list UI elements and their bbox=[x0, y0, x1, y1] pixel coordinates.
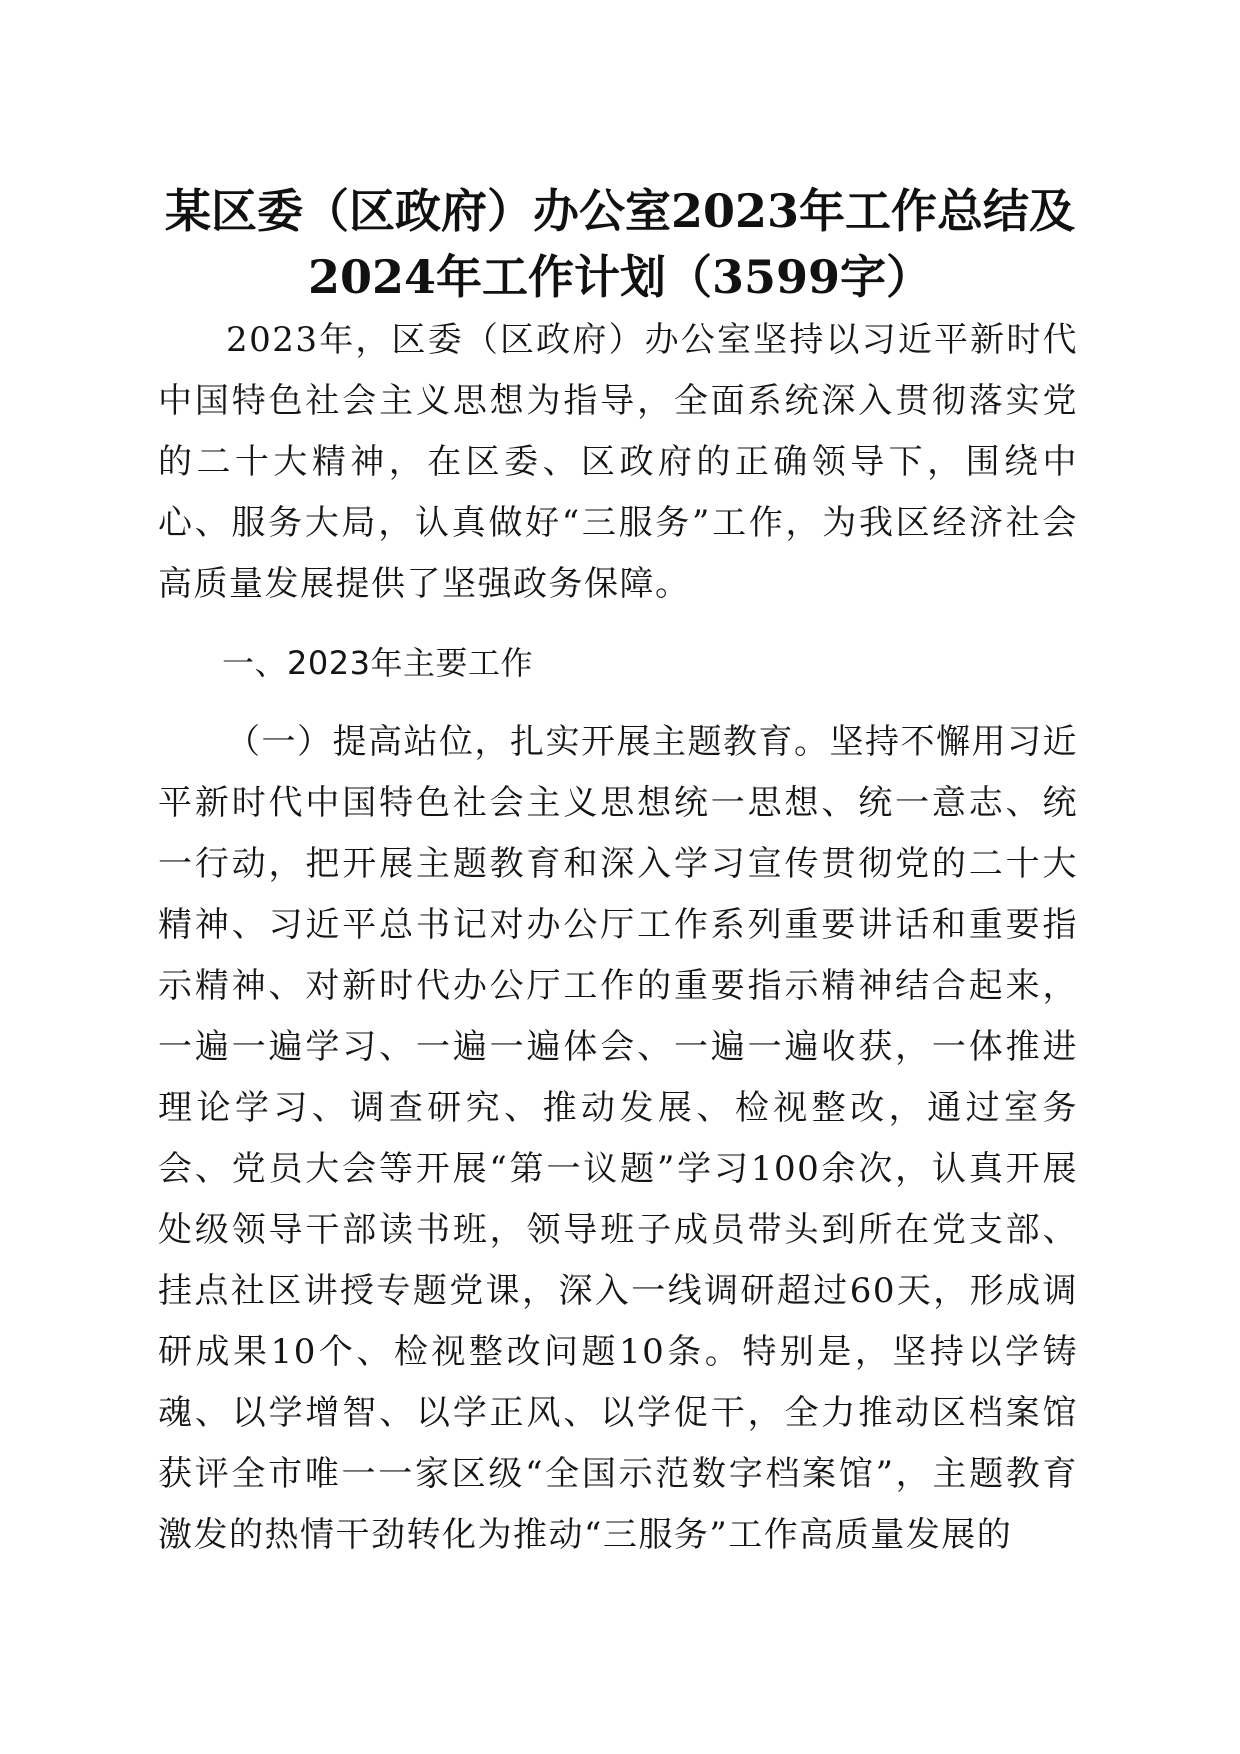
title-line-1: 某区委（区政府）办公室2023年工作总结及 bbox=[164, 184, 1076, 238]
document-body bbox=[158, 310, 1078, 1584]
document-title bbox=[120, 178, 1120, 310]
intro-paragraph: 2023年，区委（区政府）办公室坚持以习近平新时代中国特色社会主义思想为指导，全面系统深入贯彻落实党的二十大精神，在区委、区政府的正确领导下，围绕中心、服务大局，认真做好“三服务”工作，为我区经济社会高质量发展提供了坚强政务保障。 bbox=[158, 320, 1078, 604]
section1-paragraph-1: （一）提高站位，扎实开展主题教育。坚持不懈用习近平新时代中国特色社会主义思想统一思想、统一意志、统一行动，把开展主题教育和深入学习宣传贯彻党的二十大精神、习近平总书记对办公厅工作系列重要讲话和重要指示精神、对新时代办公厅工作的重要指示精神结合起来，一遍一遍学习、一遍一遍体会、一遍一遍收获，一体推进理论学习、调查研究、推动发展、检视整改，通过室务会、党员大会等开展“第一议题”学习100余次，认真开展处级领导干部读书班，领导班子成员带头到所在党支部、挂点社区讲授专题党课，深入一线调研超过60天，形成调研成果10个、检视整改问题10条。特别是，坚持以学铸魂、以学增智、以学正风、以学促干，全力推动区档案馆获评全市唯一一家区级“全国示范数字档案馆”，主题教育激发的热情干劲转化为推动“三服务”工作高质量发展的 bbox=[158, 722, 1078, 1555]
title-line-2: 2024年工作计划（3599字） bbox=[307, 250, 933, 304]
section-heading-2023-main-work: 一、2023年主要工作 bbox=[222, 644, 533, 682]
